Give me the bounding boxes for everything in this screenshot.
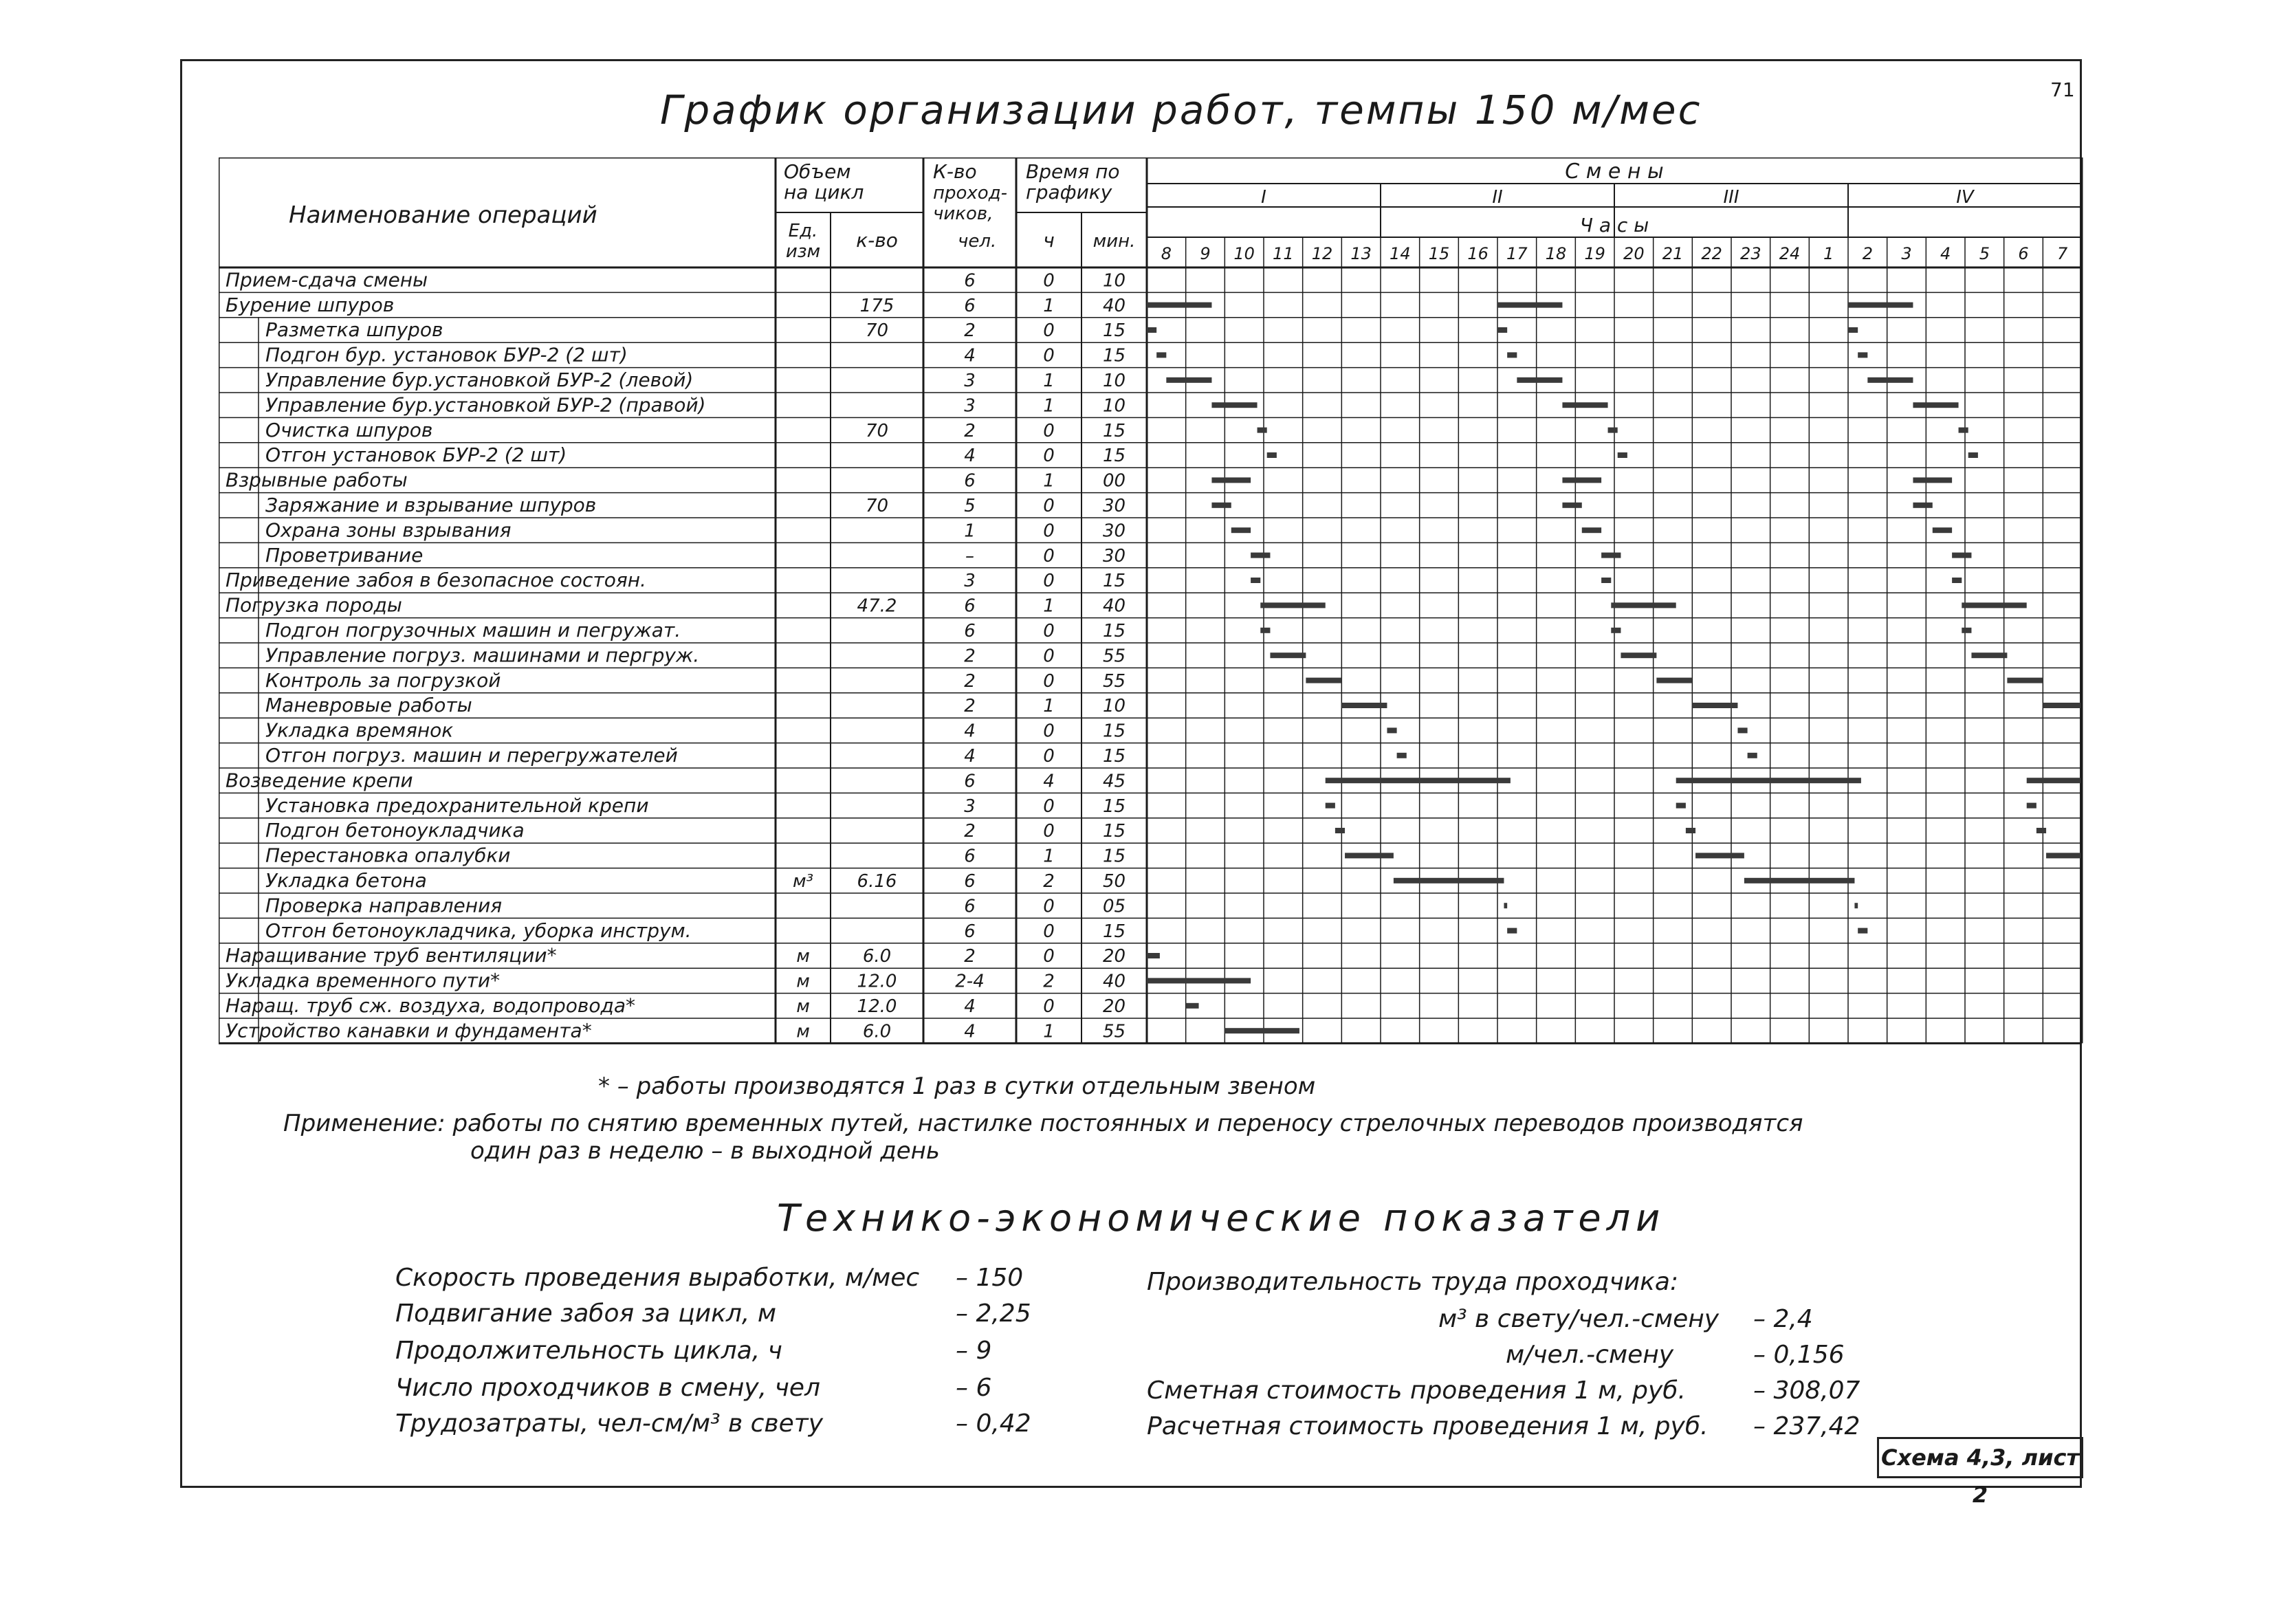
gantt-bar-sub — [1497, 327, 1507, 333]
gantt-bar-sub — [1326, 803, 1335, 809]
shift-label: I — [1261, 187, 1266, 208]
gantt-bar-sub — [1341, 703, 1387, 708]
gantt-bar-sub — [1345, 853, 1394, 858]
hours-cell: 2 — [1043, 971, 1055, 992]
operation-name: Прием-сдача смены — [226, 268, 428, 292]
operation-name: Управление погруз. машинами и пергруж. — [265, 644, 700, 667]
workers-cell: 3 — [964, 371, 976, 391]
workers-cell: 6 — [964, 295, 976, 316]
application-text: Применение: работы по снятию временных путей, настилке постоянных и переносу стрелочных переводов производятся — [283, 1110, 1803, 1137]
operation-name: Взрывные работы — [226, 468, 408, 492]
gantt-bar-main — [1260, 602, 1325, 608]
minutes-cell: 15 — [1102, 846, 1126, 867]
operation-name: Управление бур.установкой БУР-2 (правой) — [265, 393, 706, 417]
operation-name: Контроль за погрузкой — [265, 668, 501, 692]
operation-name: Заряжание и взрывание шпуров — [265, 494, 597, 516]
operation-name: Возведение крепи — [226, 769, 413, 792]
workers-cell: 6 — [964, 470, 976, 492]
gantt-bar-daily — [1225, 1028, 1299, 1033]
operation-name: Погрузка породы — [226, 593, 402, 617]
workers-cell: 4 — [964, 345, 976, 366]
header-shifts: С м е н ы — [1565, 160, 1664, 184]
minutes-cell: 30 — [1102, 520, 1126, 542]
workers-cell: 6 — [964, 846, 976, 867]
gantt-bar-sub — [1267, 452, 1277, 458]
hour-label: 14 — [1390, 244, 1411, 263]
hours-cell: 1 — [1043, 696, 1055, 717]
unit-cell: м — [796, 996, 810, 1017]
gantt-bar-sub — [1504, 903, 1507, 908]
workers-cell: 2 — [964, 946, 976, 967]
minutes-cell: 55 — [1102, 670, 1126, 692]
minutes-cell: 15 — [1102, 420, 1126, 441]
gantt-bar-sub — [1507, 928, 1517, 934]
minutes-cell: 10 — [1102, 696, 1126, 717]
gantt-bar-sub — [1695, 853, 1744, 858]
header-unit: изм — [785, 241, 821, 262]
tep-left-value: – 150 — [956, 1264, 1024, 1292]
gantt-bar-sub — [1933, 527, 1952, 533]
gantt-bar-main — [1147, 303, 1211, 308]
workers-cell: 6 — [964, 595, 976, 617]
gantt-bar-sub — [1971, 652, 2007, 658]
workers-cell: 4 — [964, 446, 976, 467]
gantt-bar-sub — [1562, 402, 1607, 408]
gantt-bar-sub — [1867, 377, 1913, 383]
workers-cell: 4 — [964, 721, 976, 742]
hours-cell: 0 — [1043, 446, 1055, 467]
gantt-bar-sub — [1968, 452, 1978, 458]
minutes-cell: 55 — [1102, 1021, 1126, 1042]
hour-label: 24 — [1779, 244, 1801, 263]
gantt-bar-main — [1848, 303, 1913, 308]
hours-cell: 1 — [1043, 595, 1055, 617]
gantt-bar-main — [1962, 602, 2026, 608]
gantt-bar-main — [1611, 602, 1676, 608]
workers-cell: 1 — [964, 520, 976, 542]
workers-cell: 2 — [964, 646, 976, 667]
gantt-bar-sub — [1621, 652, 1656, 658]
gantt-bar-daily — [1147, 978, 1251, 983]
hour-label: 10 — [1233, 244, 1255, 263]
hours-cell: 0 — [1043, 921, 1055, 942]
gantt-bar-sub — [1656, 678, 1692, 683]
tep-left-value: – 6 — [956, 1374, 992, 1402]
hours-cell: 0 — [1043, 545, 1055, 567]
tep-right-value: – 308,07 — [1753, 1376, 1860, 1405]
gantt-bar-sub — [1748, 753, 1757, 758]
workers-cell: 6 — [964, 871, 976, 892]
gantt-bar-sub — [1692, 703, 1737, 708]
workers-cell: 6 — [964, 921, 976, 942]
gantt-bar-sub — [1306, 678, 1341, 683]
hour-label: 18 — [1545, 244, 1567, 263]
gantt-bar-main — [1601, 578, 1611, 583]
hours-cell: 0 — [1043, 270, 1055, 292]
qty-cell: 6.0 — [862, 946, 892, 967]
gantt-bar-sub — [1211, 402, 1257, 408]
qty-cell: 6.16 — [857, 871, 897, 892]
hours-cell: 0 — [1043, 320, 1055, 342]
hours-cell: 1 — [1043, 470, 1055, 492]
operation-name: Укладка бетона — [265, 869, 427, 892]
gantt-bar-sub — [1608, 428, 1618, 433]
gantt-bar-sub — [1744, 878, 1855, 884]
unit-cell: м — [796, 1021, 810, 1042]
gantt-bar-main — [1913, 477, 1952, 483]
minutes-cell: 10 — [1102, 395, 1126, 417]
workers-cell: – — [965, 545, 974, 567]
qty-cell: 175 — [859, 295, 894, 316]
operation-name: Наращивание труб вентиляции* — [226, 944, 557, 967]
hours-cell: 0 — [1043, 420, 1055, 441]
gantt-bar-sub — [2007, 678, 2043, 683]
gantt-bar-sub — [1858, 928, 1867, 934]
hour-label: 19 — [1584, 244, 1605, 263]
operation-name: Бурение шпуров — [226, 293, 395, 316]
minutes-cell: 55 — [1102, 646, 1126, 667]
minutes-cell: 15 — [1102, 721, 1126, 742]
footnote: * – работы производятся 1 раз в сутки отдельным звеном — [598, 1073, 1316, 1100]
tep-left-value: – 2,25 — [956, 1299, 1031, 1328]
gantt-bar-sub — [1611, 628, 1621, 633]
gantt-bar-sub — [1618, 452, 1627, 458]
gantt-bar-main — [1211, 477, 1251, 483]
hours-cell: 0 — [1043, 345, 1055, 366]
gantt-bar-main — [1676, 778, 1861, 783]
hours-cell: 0 — [1043, 795, 1055, 817]
header-workers: К-во — [933, 160, 977, 183]
tep-right-label: м/чел.-смену — [1506, 1341, 1674, 1369]
header-volume: на цикл — [784, 181, 864, 204]
minutes-cell: 40 — [1102, 295, 1126, 316]
minutes-cell: 15 — [1102, 446, 1126, 467]
gantt-bar-sub — [1258, 428, 1267, 433]
hours-cell: 0 — [1043, 721, 1055, 742]
tep-title: Технико-экономические показатели — [777, 1196, 1666, 1240]
gantt-bar-sub — [1166, 377, 1211, 383]
qty-cell: 12.0 — [857, 996, 897, 1017]
hours-cell: 4 — [1043, 771, 1055, 792]
minutes-cell: 45 — [1102, 771, 1126, 792]
minutes-cell: 05 — [1102, 896, 1126, 917]
gantt-bar-daily — [1147, 953, 1160, 958]
header-workers: чиков, — [933, 204, 993, 224]
hour-label: 3 — [1901, 244, 1912, 263]
gantt-bar-sub — [1156, 352, 1166, 358]
gantt-bar-sub — [1211, 503, 1231, 508]
hours-cell: 0 — [1043, 571, 1055, 592]
gantt-bar-sub — [1686, 828, 1695, 833]
operation-name: Подгон бур. установок БУР-2 (2 шт) — [265, 343, 628, 366]
workers-cell: 3 — [964, 795, 976, 817]
gantt-bar-main — [1497, 303, 1562, 308]
workers-cell: 2 — [964, 696, 976, 717]
gantt-bar-sub — [1251, 553, 1270, 558]
workers-cell: 2 — [964, 821, 976, 842]
hour-label: 17 — [1506, 244, 1528, 263]
gantt-bar-sub — [1387, 727, 1396, 733]
gantt-bar-main — [1251, 578, 1260, 583]
page-title: График организации работ, темпы 150 м/мес — [660, 87, 1702, 133]
gantt-bar-sub — [1676, 803, 1686, 809]
gantt-bar-sub — [2046, 853, 2080, 858]
operation-name: Наращ. труб сж. воздуха, водопровода* — [226, 994, 636, 1017]
hour-label: 20 — [1623, 244, 1645, 263]
header-workers: чел. — [958, 231, 997, 252]
workers-cell: 2 — [964, 670, 976, 692]
hours-cell: 1 — [1043, 846, 1055, 867]
minutes-cell: 15 — [1102, 571, 1126, 592]
minutes-cell: 30 — [1102, 545, 1126, 567]
workers-cell: 6 — [964, 896, 976, 917]
gantt-bar-sub — [1952, 553, 1971, 558]
minutes-cell: 10 — [1102, 270, 1126, 292]
gantt-bar-sub — [1854, 903, 1858, 908]
operation-name: Отгон бетоноукладчика, уборка инструм. — [265, 919, 692, 942]
minutes-cell: 20 — [1102, 946, 1126, 967]
gantt-bar-sub — [2036, 828, 2046, 833]
hour-label: 7 — [2057, 244, 2068, 263]
workers-cell: 2 — [964, 420, 976, 441]
hours-cell: 0 — [1043, 821, 1055, 842]
tep-left-label: Продолжительность цикла, ч — [395, 1337, 782, 1365]
gantt-bar-sub — [1959, 428, 1968, 433]
minutes-cell: 15 — [1102, 746, 1126, 767]
hours-cell: 1 — [1043, 371, 1055, 391]
workers-cell: 3 — [964, 571, 976, 592]
shift-label: III — [1723, 187, 1739, 208]
hour-label: 16 — [1467, 244, 1489, 263]
gantt-bar-sub — [1848, 327, 1858, 333]
header-hours: ч — [1043, 229, 1055, 252]
unit-cell: м — [796, 946, 810, 967]
gantt-bar-sub — [1270, 652, 1306, 658]
workers-cell: 2-4 — [955, 971, 985, 992]
qty-cell: 70 — [865, 496, 889, 516]
unit-cell: м³ — [792, 871, 814, 892]
minutes-cell: 10 — [1102, 371, 1126, 391]
header-minutes: мин. — [1092, 231, 1136, 252]
hours-cell: 0 — [1043, 646, 1055, 667]
gantt-bar-sub — [1231, 527, 1251, 533]
tep-left-label: Подвигание забоя за цикл, м — [395, 1299, 776, 1328]
tep-left-label: Скорость проведения выработки, м/мес — [395, 1264, 920, 1292]
minutes-cell: 50 — [1102, 871, 1126, 892]
tep-left-label: Трудозатраты, чел-см/м³ в свету — [395, 1409, 824, 1438]
operation-name: Разметка шпуров — [265, 318, 443, 342]
gantt-bar-sub — [1913, 402, 1958, 408]
gantt-bar-main — [1952, 578, 1962, 583]
workers-cell: 4 — [964, 996, 976, 1017]
workers-cell: 2 — [964, 320, 976, 342]
hours-cell: 0 — [1043, 896, 1055, 917]
qty-cell: 6.0 — [862, 1021, 892, 1042]
operation-name: Приведение забоя в безопасное состоян. — [226, 569, 646, 592]
operation-name: Устройство канавки и фундамента* — [226, 1019, 592, 1042]
header-hours-of-day: Ч а с ы — [1579, 214, 1649, 237]
hours-cell: 0 — [1043, 621, 1055, 641]
hours-cell: 0 — [1043, 946, 1055, 967]
qty-cell: 47.2 — [857, 595, 897, 617]
hour-label: 15 — [1428, 244, 1450, 263]
minutes-cell: 15 — [1102, 795, 1126, 817]
unit-cell: м — [796, 971, 810, 992]
operation-name: Укладка временного пути* — [226, 969, 501, 992]
operation-name: Отгон погруз. машин и перегружателей — [265, 744, 678, 767]
minutes-cell: 40 — [1102, 971, 1126, 992]
operation-name: Отгон установок БУР-2 (2 шт) — [265, 443, 567, 467]
hours-cell: 0 — [1043, 520, 1055, 542]
shift-label: II — [1492, 187, 1503, 208]
hours-cell: 2 — [1043, 871, 1055, 892]
tep-right-value: – 2,4 — [1753, 1305, 1813, 1333]
minutes-cell: 15 — [1102, 621, 1126, 641]
hour-label: 8 — [1161, 244, 1172, 263]
page-number: 71 — [2050, 78, 2075, 101]
hours-cell: 1 — [1043, 295, 1055, 316]
gantt-bar-sub — [2043, 703, 2080, 708]
qty-cell: 70 — [865, 420, 889, 441]
hour-label: 23 — [1740, 244, 1761, 263]
header-unit: Ед. — [788, 221, 818, 241]
gantt-bar-sub — [1582, 527, 1601, 533]
tep-right-label: Сметная стоимость проведения 1 м, руб. — [1147, 1376, 1686, 1405]
workers-cell: 4 — [964, 746, 976, 767]
application-text-cont: один раз в неделю – в выходной день — [470, 1137, 940, 1165]
minutes-cell: 15 — [1102, 320, 1126, 342]
minutes-cell: 15 — [1102, 345, 1126, 366]
hours-cell: 0 — [1043, 670, 1055, 692]
operation-name: Охрана зоны взрывания — [265, 518, 512, 542]
hour-label: 13 — [1350, 244, 1372, 263]
minutes-cell: 00 — [1102, 470, 1126, 492]
header-volume: Объем — [784, 160, 851, 183]
tep-right-label: Расчетная стоимость проведения 1 м, руб. — [1147, 1412, 1709, 1440]
operation-name: Маневровые работы — [265, 694, 472, 717]
gantt-bar-sub — [1397, 753, 1407, 758]
gantt-bar-sub — [1147, 327, 1156, 333]
hour-label: 21 — [1662, 244, 1684, 263]
hours-cell: 0 — [1043, 746, 1055, 767]
minutes-cell: 15 — [1102, 921, 1126, 942]
hour-label: 1 — [1823, 244, 1834, 263]
minutes-cell: 30 — [1102, 496, 1126, 516]
qty-cell: 70 — [865, 320, 889, 342]
application-note — [283, 1110, 2071, 1165]
gantt-bar-sub — [1601, 553, 1621, 558]
operation-name: Подгон бетоноукладчика — [265, 819, 525, 842]
hours-cell: 0 — [1043, 496, 1055, 516]
operation-name: Перестановка опалубки — [265, 844, 511, 867]
gantt-bar-sub — [1962, 628, 1971, 633]
tep-right-label: м³ в свету/чел.-смену — [1438, 1305, 1720, 1333]
tep-right-value: – 237,42 — [1753, 1412, 1860, 1440]
workers-cell: 3 — [964, 395, 976, 417]
gantt-bar-main — [1562, 477, 1601, 483]
gantt-bar-sub — [1517, 377, 1562, 383]
hour-label: 6 — [2018, 244, 2029, 263]
operation-name: Подгон погрузочных машин и пегружат. — [265, 619, 681, 641]
gantt-bar-daily — [1186, 1003, 1199, 1009]
minutes-cell: 40 — [1102, 595, 1126, 617]
hours-cell: 1 — [1043, 1021, 1055, 1042]
workers-cell: 4 — [964, 1021, 976, 1042]
gantt-bar-sub — [1260, 628, 1270, 633]
gantt-bar-sub — [1394, 878, 1504, 884]
operation-name: Очистка шпуров — [265, 418, 433, 441]
gantt-bar-sub — [1562, 503, 1581, 508]
hour-label: 2 — [1862, 244, 1873, 263]
hour-label: 11 — [1273, 244, 1294, 263]
operation-name: Установка предохранительной крепи — [265, 793, 649, 817]
gantt-bar-sub — [1335, 828, 1345, 833]
gantt-bar-sub — [2027, 803, 2036, 809]
tep-right-value: – 0,156 — [1753, 1341, 1845, 1369]
tep-left-value: – 0,42 — [956, 1409, 1031, 1438]
gantt-bar-sub — [1507, 352, 1517, 358]
tep-left-label: Число проходчиков в смену, чел — [395, 1374, 820, 1402]
hour-label: 12 — [1311, 244, 1333, 263]
header-time: графику — [1026, 181, 1112, 204]
tep-right-header: Производительность труда проходчика: — [1147, 1268, 1679, 1296]
header-time: Время по — [1026, 160, 1120, 183]
operation-name: Укладка времянок — [265, 718, 454, 742]
workers-cell: 6 — [964, 270, 976, 292]
hour-label: 5 — [1979, 244, 1990, 263]
minutes-cell: 15 — [1102, 821, 1126, 842]
operation-name: Проветривание — [265, 543, 424, 567]
operation-name: Управление бур.установкой БУР-2 (левой) — [265, 369, 694, 391]
workers-cell: 5 — [964, 496, 976, 516]
header-operation: Наименование операций — [289, 201, 597, 229]
workers-cell: 6 — [964, 621, 976, 641]
minutes-cell: 20 — [1102, 996, 1126, 1017]
hours-cell: 1 — [1043, 395, 1055, 417]
operation-name: Проверка направления — [265, 894, 503, 917]
workers-cell: 6 — [964, 771, 976, 792]
gantt-bar-sub — [1737, 727, 1747, 733]
gantt-bar-sub — [1913, 503, 1932, 508]
tep-left-value: – 9 — [956, 1337, 992, 1365]
hour-label: 4 — [1940, 244, 1951, 263]
gantt-bar-sub — [1858, 352, 1867, 358]
hours-cell: 0 — [1043, 996, 1055, 1017]
gantt-bar-main — [1326, 778, 1511, 783]
schema-label: Схема 4,3, лист 2 — [1877, 1437, 2083, 1478]
hour-label: 22 — [1701, 244, 1722, 263]
hour-label: 9 — [1200, 244, 1211, 263]
shift-label: IV — [1956, 187, 1974, 208]
gantt-bar-main — [2027, 778, 2080, 783]
schedule-table — [219, 157, 2089, 1065]
qty-cell: 12.0 — [857, 971, 897, 992]
header-qty: к-во — [856, 229, 898, 252]
header-workers: проход- — [933, 183, 1008, 204]
